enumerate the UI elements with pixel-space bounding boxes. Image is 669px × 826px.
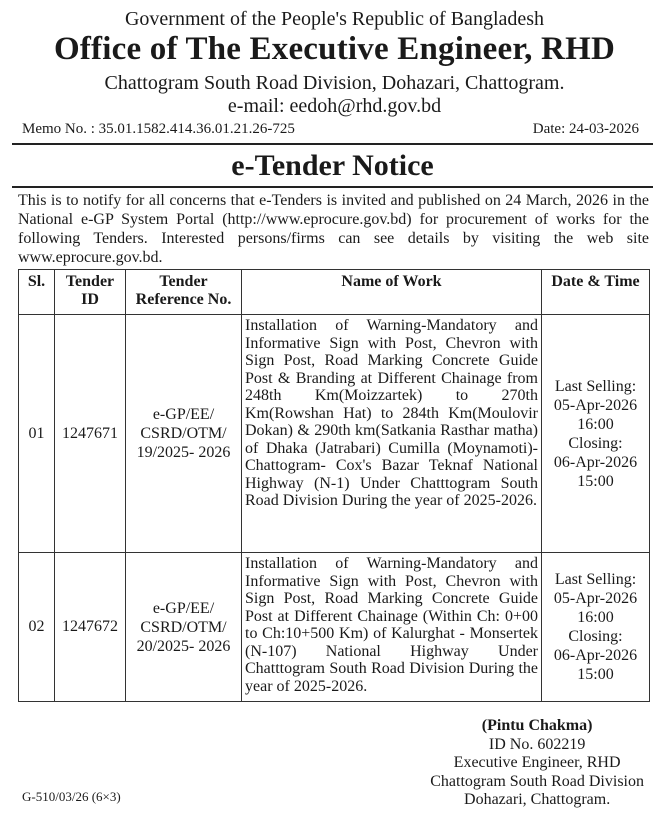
- divider-bottom: [12, 186, 653, 188]
- closing-date: 06-Apr-2026: [553, 453, 638, 471]
- memo-number: Memo No. : 35.01.1582.414.36.01.21.26-725: [22, 121, 295, 137]
- header-reference: Tender Reference No.: [126, 270, 242, 315]
- header-date-time: Date & Time: [542, 270, 650, 315]
- last-selling-time: 16:00: [577, 415, 614, 433]
- last-selling-date: 05-Apr-2026: [553, 590, 638, 607]
- divider-top: [12, 143, 653, 145]
- row-date-time: [542, 553, 650, 702]
- signatory-division: Chattogram South Road Division: [430, 772, 644, 790]
- last-selling-date: 05-Apr-2026: [553, 396, 638, 414]
- signatory-name: (Pintu Chakma): [481, 717, 593, 734]
- row-work: Installation of Warning-Mandatory and Informative Sign with Post, Chevron with Sign Post, Road Marking Concrete Guide Post & Branding at Different Chainage from 248th Km(Moizzartek) to 270th Km(Rowshan Hat) to 284th Km(Moulovir Dokan) & 290th km(Satkania Rasthar matha) of Dhaka (Jatrabari) Cumilla (Moynamoti)-Chattogram- Cox's Bazar Teknaf National Highway (N-1) Under Chatttogram South Road Division During the year of 2025-2026.: [242, 315, 542, 553]
- row-date-time: [542, 315, 650, 553]
- closing-time: 15:00: [577, 472, 614, 490]
- closing-date: 06-Apr-2026: [553, 647, 638, 664]
- memo-date: Date: 24-03-2026: [532, 121, 639, 137]
- row-work: Installation of Warning-Mandatory and Informative Sign with Post, Chevron with Sign Post, Road Marking Concrete Guide Post at Different Chainage (Within Ch: 0+00 to Ch:10+500 Km) of Kalurghat - Monsertek (N-107) National Highway Under Chatttogram South Road Division During the year of 2025-2026.: [242, 553, 542, 702]
- footer-code: G-510/03/26 (6×3): [22, 789, 121, 804]
- last-selling-label: Last Selling:: [554, 571, 637, 588]
- signatory-id: ID No. 602219: [488, 735, 586, 753]
- tender-table: [18, 269, 650, 702]
- office-title: Office of The Executive Engineer, RHD: [53, 31, 615, 67]
- notice-title: e-Tender Notice: [231, 149, 434, 182]
- row-sl: 02: [19, 553, 55, 702]
- row-tender-id: 1247671: [55, 315, 126, 553]
- signatory-location: Dohazari, Chattogram.: [464, 791, 611, 808]
- table-row: [19, 315, 650, 553]
- last-selling-label: Last Selling:: [554, 377, 637, 395]
- header-name-of-work: Name of Work: [242, 270, 542, 315]
- row-reference: e-GP/EE/ CSRD/OTM/ 19/2025- 2026: [126, 315, 242, 553]
- row-tender-id: 1247672: [55, 553, 126, 702]
- intro-paragraph: This is to notify for all concerns that e-Tenders is invited and published on 24 March, 2026 in the National e-GP System Portal (http://www.eprocure.gov.bd) for procurement of works for the following Tenders. Interested persons/firms can see details by visiting the web site www.eprocure.gov.bd.: [18, 192, 649, 266]
- closing-label: Closing:: [568, 434, 623, 452]
- email-line: e-mail: eedoh@rhd.gov.bd: [227, 95, 442, 117]
- closing-label: Closing:: [568, 628, 623, 645]
- header-sl: Sl.: [19, 270, 55, 315]
- closing-time: 15:00: [577, 666, 614, 683]
- header-tender-id: Tender ID: [55, 270, 126, 315]
- signatory-designation: Executive Engineer, RHD: [453, 754, 621, 771]
- table-header-row: [19, 270, 650, 315]
- table-row: [19, 553, 650, 702]
- division-line: Chattogram South Road Division, Dohazari, Chattogram.: [104, 72, 565, 94]
- last-selling-time: 16:00: [577, 609, 614, 626]
- row-sl: 01: [19, 315, 55, 553]
- government-line: Government of the People's Republic of Bangladesh: [124, 8, 545, 30]
- signature-block: [430, 717, 644, 810]
- row-reference: e-GP/EE/ CSRD/OTM/ 20/2025- 2026: [126, 553, 242, 702]
